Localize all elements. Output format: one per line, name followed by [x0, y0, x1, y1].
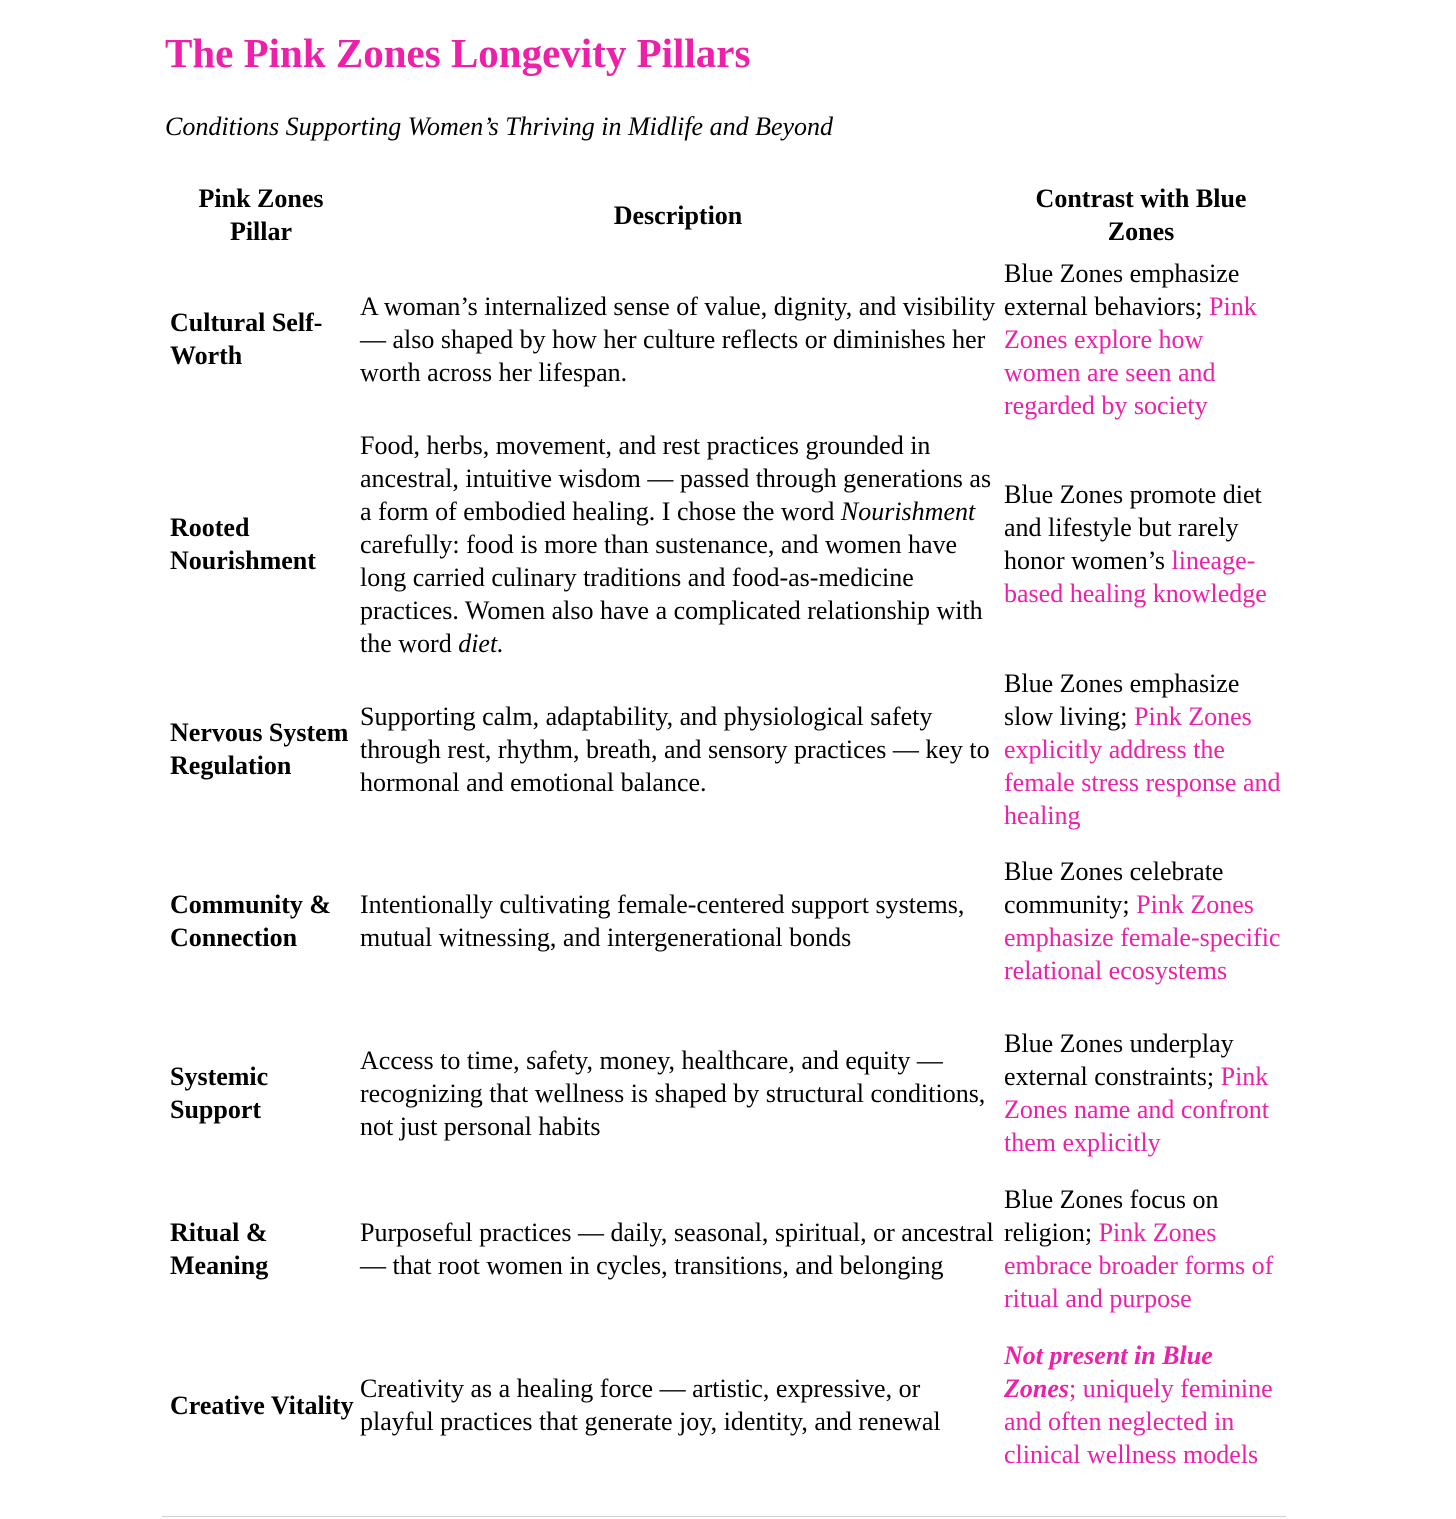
pillar-name: Systemic Support	[170, 1062, 269, 1124]
pillar-name: Community & Connection	[170, 890, 332, 952]
pillar-name: Nervous System Regulation	[170, 718, 349, 780]
page-subtitle: Conditions Supporting Women’s Thriving in Midlife and Beyond	[165, 112, 834, 141]
column-header-pillar: Pink Zones Pillar	[198, 184, 324, 246]
pillar-name: Cultural Self-Worth	[170, 308, 323, 370]
pillar-contrast: Blue Zones promote diet and lifestyle but rarely honor women’s lineage-based healing knowledge	[1004, 480, 1267, 608]
pillar-description: Creativity as a healing force — artistic, expressive, or playful practices that generate joy, identity, and renewal	[360, 1374, 941, 1436]
table-row	[0, 1182, 1456, 1316]
pillar-description: A woman’s internalized sense of value, dignity, and visibility — also shaped by how her culture reflects or diminishes her worth across her lifespan.	[360, 291, 996, 387]
pillar-name: Rooted Nourishment	[170, 513, 316, 575]
pillar-description: Purposeful practices — daily, seasonal, spiritual, or ancestral — that root women in cycles, transitions, and belonging	[360, 1218, 994, 1280]
pillar-contrast: Blue Zones celebrate community; Pink Zones emphasize female-specific relational ecosystems	[1004, 857, 1281, 985]
table-row	[0, 1010, 1456, 1176]
column-header-description: Description	[613, 201, 743, 230]
column-header-contrast: Contrast with Blue Zones	[1035, 184, 1247, 246]
pillar-description: Intentionally cultivating female-centered support systems, mutual witnessing, and intergenerational bonds	[360, 890, 965, 952]
pillar-contrast: Not present in Blue Zones; uniquely feminine and often neglected in clinical wellness models	[1004, 1341, 1273, 1469]
pillar-contrast: Blue Zones emphasize external behaviors; Pink Zones explore how women are seen and regarded by society	[1004, 258, 1257, 420]
pillar-description: Food, herbs, movement, and rest practices grounded in ancestral, intuitive wisdom — passed through generations as a form of embodied healing. I chose the word Nourishment carefully: food is more than sustenance, and women have long carried culinary traditions and food-as-medicine practices. Women also have a complicated relationship with the word diet.	[360, 430, 992, 658]
table-row	[0, 838, 1456, 1004]
table-row	[0, 428, 1456, 660]
pillar-name: Ritual & Meaning	[170, 1218, 269, 1280]
page-title: The Pink Zones Longevity Pillars	[165, 30, 751, 76]
table-row	[0, 256, 1456, 422]
pillar-contrast: Blue Zones emphasize slow living; Pink Zones explicitly address the female stress response and healing	[1004, 668, 1281, 830]
table-row	[0, 1322, 1456, 1488]
pillar-name: Creative Vitality	[170, 1390, 354, 1420]
pillar-contrast: Blue Zones underplay external constraints; Pink Zones name and confront them explicitly	[1004, 1029, 1269, 1157]
pillar-contrast: Blue Zones focus on religion; Pink Zones embrace broader forms of ritual and purpose	[1004, 1185, 1274, 1313]
pillar-description: Access to time, safety, money, healthcare, and equity — recognizing that wellness is shaped by structural conditions, not just personal habits	[360, 1045, 986, 1141]
pillar-description: Supporting calm, adaptability, and physiological safety through rest, rhythm, breath, and sensory practices — key to hormonal and emotional balance.	[360, 701, 990, 797]
bottom-divider	[162, 1516, 1286, 1517]
table-row	[0, 666, 1456, 832]
